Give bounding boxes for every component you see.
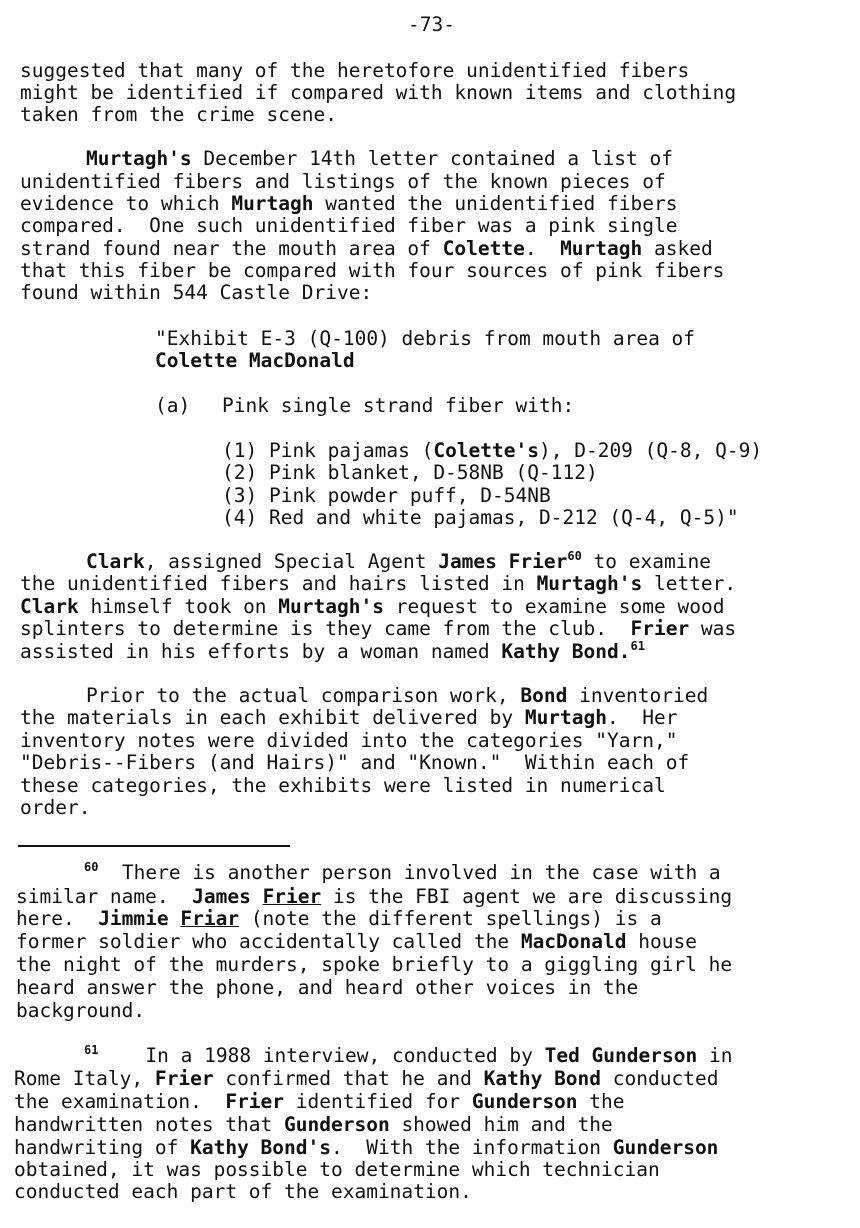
- name-clark: Clark: [86, 550, 145, 573]
- footnote-61-line-2: [14, 1068, 718, 1091]
- para4-line-3: inventory notes were divided into the categories "Yarn,": [20, 729, 678, 752]
- para2-line-5: [20, 238, 713, 261]
- quote-sub-label: (a): [155, 394, 191, 417]
- footnote-60: [84, 862, 721, 885]
- footnote-text: In a 1988 interview, conducted by: [145, 1044, 545, 1067]
- footnote-text: conducted: [601, 1067, 719, 1090]
- footnote-text: house: [626, 930, 697, 953]
- footnote-text: identified for: [284, 1090, 472, 1113]
- quote-sub-text: Pink single strand fiber with:: [222, 394, 575, 417]
- para4-line-5: these categories, the exhibits were listed in numerical: [20, 774, 666, 797]
- quote-item-2: (2) Pink blanket, D-58NB (Q-112): [222, 461, 598, 484]
- name-gunderson: Gunderson: [612, 1136, 719, 1159]
- footnote-text: handwritten notes that: [14, 1113, 285, 1136]
- para3-text: to examine: [581, 550, 711, 573]
- footnote-61-line-3: [14, 1091, 625, 1114]
- intro-line-3: taken from the crime scene.: [20, 103, 337, 126]
- name-murtagh: Murtagh's: [278, 595, 384, 618]
- footnote-text: the: [577, 1090, 625, 1113]
- name-bond: Bond: [520, 684, 568, 707]
- name-murtagh: Murtagh's: [86, 147, 192, 170]
- para4-line-1: [86, 685, 708, 708]
- name-gunderson: Gunderson: [284, 1113, 390, 1136]
- name-murtagh: Murtagh: [524, 706, 608, 729]
- para4-text: inventoried: [567, 684, 709, 707]
- para3-text: request to examine some wood: [383, 595, 725, 618]
- footnote-text: . With the information: [331, 1136, 613, 1159]
- footnote-61-line-4: [14, 1114, 613, 1137]
- para2-line-3: [20, 193, 677, 216]
- footnote-text: similar name.: [16, 885, 193, 908]
- para2-line-7: found within 544 Castle Drive:: [20, 281, 373, 304]
- name-kathy-bond: Kathy Bond: [483, 1067, 602, 1090]
- para3-line-3: [20, 596, 724, 619]
- quote-line-1: "Exhibit E-3 (Q-100) debris from mouth area of: [155, 327, 696, 350]
- intro-line-1: suggested that many of the heretofore unidentified fibers: [20, 59, 690, 82]
- para3-text: , assigned Special Agent: [144, 550, 439, 573]
- footnote-61: [84, 1045, 732, 1068]
- para2-text: .: [524, 237, 561, 260]
- footnote-61-number: 61: [84, 1043, 99, 1057]
- footnote-text: confirmed that he and: [213, 1067, 484, 1090]
- footnote-60-line-3: [16, 908, 662, 931]
- name-frier-underlined: Frier: [262, 885, 322, 908]
- para2-text: asked: [642, 237, 713, 260]
- para2-line-6: that this fiber be compared with four sources of pink fibers: [20, 259, 725, 282]
- footnote-61-line-5: [14, 1137, 718, 1160]
- para3-line-5: [20, 641, 645, 664]
- quote-item-1: [222, 440, 762, 463]
- name-gunderson: Gunderson: [471, 1090, 578, 1113]
- footnote-text: is the FBI agent we are discussing: [321, 885, 733, 908]
- name-james-frier: James Frier: [438, 550, 568, 573]
- para3-text: was: [689, 617, 737, 640]
- footnote-60-text: There is another person involved in the case with a: [121, 861, 721, 884]
- name-frier: Frier: [630, 617, 690, 640]
- name-macdonald: MacDonald: [520, 930, 627, 953]
- page-number: -73-: [408, 13, 455, 36]
- para2-text: wanted the unidentified fibers: [313, 192, 678, 215]
- name-frier: Frier: [154, 1067, 214, 1090]
- footnote-text: (note the different spellings) is a: [239, 907, 662, 930]
- para2-text: evidence to which: [20, 192, 232, 215]
- para2-text: strand found near the mouth area of: [20, 237, 443, 260]
- footnote-61-line-7: conducted each part of the examination.: [14, 1180, 472, 1203]
- para4-text: Prior to the actual comparison work,: [86, 684, 521, 707]
- intro-line-2: might be identified if compared with known items and clothing: [20, 81, 737, 104]
- name-jimmie: Jimmie: [98, 907, 181, 930]
- name-kathy-bond: Kathy Bond.: [501, 640, 631, 663]
- para4-text: . Her: [607, 706, 678, 729]
- name-murtagh: Murtagh: [560, 237, 643, 260]
- footnote-ref-61: 61: [630, 639, 645, 653]
- footnote-ref-60: 60: [567, 549, 582, 563]
- quote-line-2: Colette MacDonald: [155, 349, 355, 372]
- name-colette: Colette: [442, 237, 525, 260]
- name-frier: Frier: [225, 1090, 285, 1113]
- para3-line-4: [20, 618, 736, 641]
- para3-text: splinters to determine is they came from the club.: [20, 617, 631, 640]
- para3-text: the unidentified fibers and hairs listed in: [20, 572, 537, 595]
- name-kathy-bonds: Kathy Bond's: [190, 1136, 331, 1159]
- para3-text: assisted in his efforts by a woman named: [20, 640, 502, 663]
- name-james: James: [192, 885, 263, 908]
- quote-item-3: (3) Pink powder puff, D-54NB: [222, 484, 551, 507]
- footnote-60-number: 60: [84, 860, 99, 874]
- footnote-separator: [18, 845, 290, 847]
- para2-line-4: compared. One such unidentified fiber was a pink single: [20, 214, 678, 237]
- para3-text: letter.: [642, 572, 737, 595]
- quote-item-4: (4) Red and white pajamas, D-212 (Q-4, Q-5)": [222, 506, 739, 529]
- para4-line-6: order.: [20, 796, 91, 819]
- quote-item-text: (1) Pink pajamas (: [222, 439, 434, 462]
- footnote-text: here.: [16, 907, 99, 930]
- name-murtagh: Murtagh: [231, 192, 314, 215]
- name-friar-underlined: Friar: [180, 907, 240, 930]
- para2-line-1: [86, 148, 673, 171]
- para3-line-2: [20, 573, 736, 596]
- footnote-61-line-6: obtained, it was possible to determine which technician: [14, 1158, 660, 1181]
- footnote-text: in: [697, 1044, 733, 1067]
- footnote-60-line-2: [16, 886, 732, 909]
- para3-text: himself took on: [78, 595, 279, 618]
- para4-line-2: [20, 707, 677, 730]
- name-murtagh: Murtagh's: [536, 572, 643, 595]
- footnote-60-line-7: background.: [16, 999, 146, 1022]
- footnote-60-line-4: [16, 931, 697, 954]
- footnote-text: former soldier who accidentally called the: [16, 930, 521, 953]
- name-clark: Clark: [20, 595, 79, 618]
- footnote-text: Rome Italy,: [14, 1067, 155, 1090]
- footnote-text: the examination.: [14, 1090, 226, 1113]
- quote-item-text: ), D-209 (Q-8, Q-9): [539, 439, 763, 462]
- para4-text: the materials in each exhibit delivered by: [20, 706, 525, 729]
- para2-line-2: unidentified fibers and listings of the known pieces of: [20, 170, 666, 193]
- footnote-60-line-6: heard answer the phone, and heard other voices in the: [16, 976, 639, 999]
- footnote-text: handwriting of: [14, 1136, 191, 1159]
- para4-line-4: "Debris--Fibers (and Hairs)" and "Known." Within each of: [20, 751, 690, 774]
- para2-text: December 14th letter contained a list of: [191, 147, 674, 170]
- footnote-text: showed him and the: [389, 1113, 613, 1136]
- footnote-60-line-5: the night of the murders, spoke briefly to a giggling girl he: [16, 953, 733, 976]
- name-colette: Colette's: [433, 439, 539, 462]
- para3-line-1: [86, 551, 711, 574]
- name-ted-gunderson: Ted Gunderson: [544, 1044, 698, 1067]
